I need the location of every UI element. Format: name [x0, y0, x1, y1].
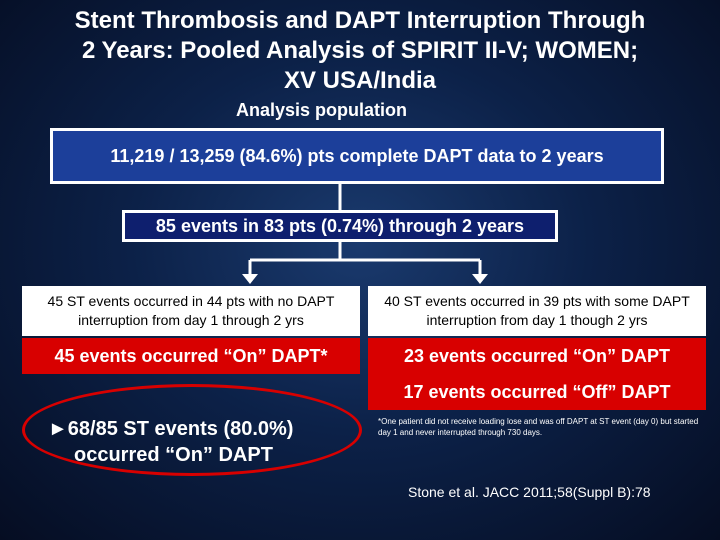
arrow-right-head [472, 274, 488, 284]
analysis-population-label: Analysis population [236, 100, 408, 120]
left-description-box: 45 ST events occurred in 44 pts with no DAPT interruption from day 1 through 2 yrs [22, 286, 360, 336]
highlight-line-1: ►68/85 ST events (80.0%) [48, 418, 294, 440]
events-box: 85 events in 83 pts (0.74%) through 2 years [122, 210, 558, 242]
title-line-2: 2 Years: Pooled Analysis of SPIRIT II-V; WOMEN; [81, 37, 639, 64]
title-line-3: XV USA/India [283, 67, 437, 94]
right-off-dapt-box: 17 events occurred “Off” DAPT [368, 374, 706, 410]
population-box: 11,219 / 13,259 (84.6%) pts complete DAPT data to 2 years [50, 128, 664, 184]
arrow-left-head [242, 274, 258, 284]
highlight-summary [48, 416, 348, 468]
left-on-dapt-box: 45 events occurred “On” DAPT* [22, 338, 360, 374]
title-line-1: Stent Thrombosis and DAPT Interruption Through [74, 7, 646, 34]
highlight-line-2: occurred “On” DAPT [74, 444, 273, 466]
right-description-box: 40 ST events occurred in 39 pts with some DAPT interruption from day 1 though 2 yrs [368, 286, 706, 336]
citation: Stone et al. JACC 2011;58(Suppl B):78 [408, 484, 651, 500]
footnote: *One patient did not receive loading lose and was off DAPT at ST event (day 0) but started day 1 and never interrupted through 730 days. [378, 417, 699, 437]
right-on-dapt-box: 23 events occurred “On” DAPT [368, 338, 706, 374]
